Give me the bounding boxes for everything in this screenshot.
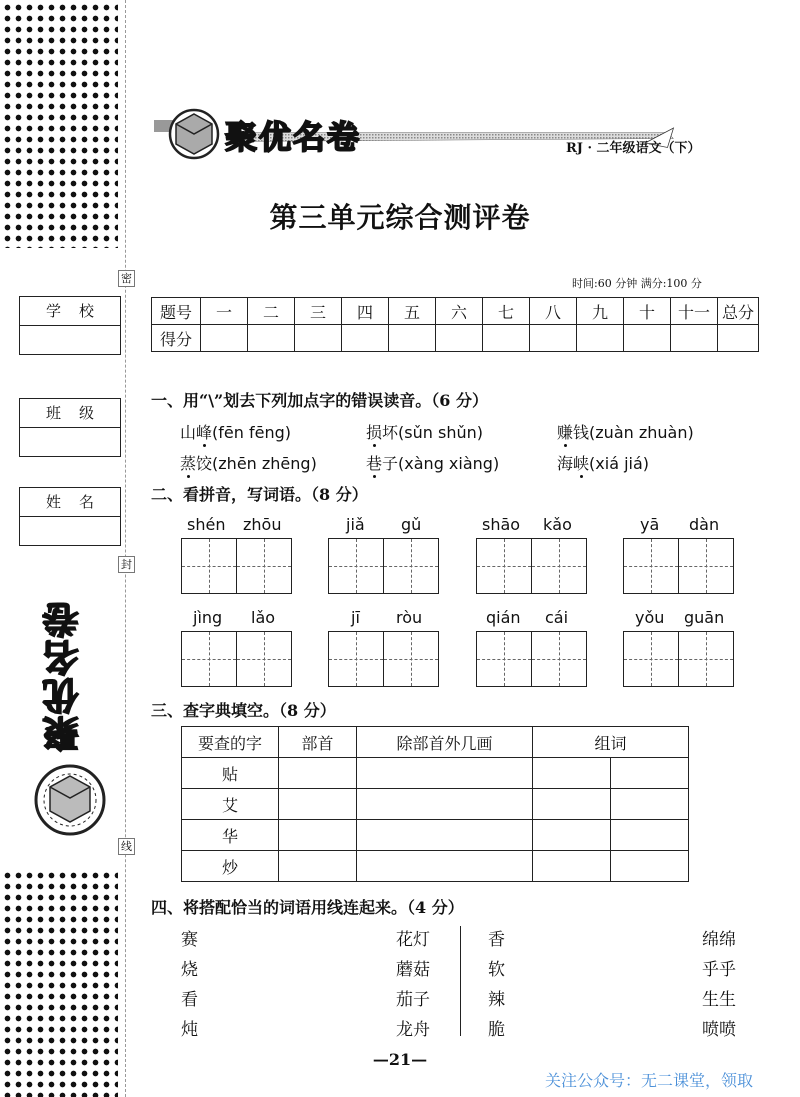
q4-heading: 四、将搭配恰当的词语用线连起来。（4 分） bbox=[151, 898, 464, 917]
tian-box[interactable] bbox=[532, 538, 587, 594]
score-col: 一 bbox=[201, 298, 248, 325]
score-cell[interactable] bbox=[577, 325, 624, 352]
pinyin: shén bbox=[187, 515, 226, 534]
table-row bbox=[182, 758, 689, 789]
q2-answer-grid[interactable] bbox=[476, 631, 587, 687]
pinyin: jiǎ bbox=[346, 515, 365, 534]
score-col: 八 bbox=[530, 298, 577, 325]
dict-cell[interactable] bbox=[279, 820, 357, 851]
table-row bbox=[182, 789, 689, 820]
q1-options: (xàng xiàng) bbox=[398, 454, 500, 473]
pinyin: jìng bbox=[193, 608, 223, 627]
dictionary-table bbox=[181, 726, 689, 882]
dict-cell[interactable] bbox=[357, 789, 533, 820]
pinyin: guān bbox=[684, 608, 725, 627]
school-input[interactable] bbox=[20, 326, 120, 354]
tian-box[interactable] bbox=[532, 631, 587, 687]
tian-box[interactable] bbox=[476, 631, 532, 687]
score-col: 二 bbox=[248, 298, 295, 325]
tian-box[interactable] bbox=[237, 538, 292, 594]
tian-box[interactable] bbox=[679, 631, 734, 687]
q1-options: (xiá jiá) bbox=[589, 454, 650, 473]
match-word[interactable]: 茄子 bbox=[396, 990, 430, 1010]
class-label: 班级 bbox=[20, 399, 120, 428]
q1-char-dotted: 峡 bbox=[573, 454, 590, 473]
score-col: 总分 bbox=[718, 298, 759, 325]
q3-heading: 三、查字典填空。（8 分） bbox=[151, 701, 336, 720]
q1-char: 钱 bbox=[573, 423, 590, 442]
cube-logo-icon bbox=[152, 98, 232, 168]
q1-item[interactable] bbox=[557, 451, 649, 474]
q2-answer-grid[interactable] bbox=[623, 538, 734, 594]
dict-cell[interactable] bbox=[279, 789, 357, 820]
seal-mark-xian: 线 bbox=[118, 838, 135, 855]
score-cell[interactable] bbox=[201, 325, 248, 352]
q1-item[interactable] bbox=[557, 420, 694, 443]
q1-item[interactable] bbox=[180, 451, 317, 474]
pinyin: gǔ bbox=[401, 515, 422, 534]
q1-char-dotted: 峰 bbox=[196, 423, 213, 442]
match-word[interactable]: 喷喷 bbox=[702, 1020, 736, 1040]
score-col: 三 bbox=[295, 298, 342, 325]
name-label: 姓名 bbox=[20, 488, 120, 517]
score-cell[interactable] bbox=[389, 325, 436, 352]
match-word[interactable]: 炖 bbox=[181, 1020, 198, 1040]
school-label: 学校 bbox=[20, 297, 120, 326]
dict-header: 要查的字 bbox=[182, 727, 279, 758]
page-number: —21— bbox=[372, 1050, 428, 1069]
dict-cell[interactable] bbox=[533, 789, 611, 820]
time-info: 时间:60 分钟 满分:100 分 bbox=[572, 277, 702, 290]
dict-header: 组词 bbox=[533, 727, 689, 758]
pinyin: yā bbox=[640, 515, 660, 534]
match-word[interactable]: 香 bbox=[488, 930, 505, 950]
q1-options: (zuàn zhuàn) bbox=[589, 423, 694, 442]
binding-line bbox=[125, 0, 127, 1097]
match-word[interactable]: 花灯 bbox=[396, 930, 430, 950]
score-cell[interactable] bbox=[248, 325, 295, 352]
tian-box[interactable] bbox=[237, 631, 292, 687]
score-cell[interactable] bbox=[530, 325, 577, 352]
q2-answer-grid[interactable] bbox=[181, 631, 292, 687]
q1-char-dotted: 赚 bbox=[557, 423, 574, 442]
pinyin: shāo bbox=[482, 515, 521, 534]
tian-box[interactable] bbox=[328, 631, 384, 687]
dict-cell[interactable] bbox=[279, 758, 357, 789]
pinyin: ròu bbox=[396, 608, 423, 627]
score-col: 五 bbox=[389, 298, 436, 325]
page-title: 第三单元综合测评卷 bbox=[269, 201, 531, 234]
cube-logo-icon-side bbox=[30, 760, 110, 840]
q1-options: (sǔn shǔn) bbox=[398, 423, 483, 442]
tian-box[interactable] bbox=[328, 538, 384, 594]
score-cell[interactable] bbox=[295, 325, 342, 352]
tian-box[interactable] bbox=[623, 631, 679, 687]
edition-label: RJ · 二年级语文（下） bbox=[566, 141, 701, 156]
side-logo bbox=[38, 600, 88, 760]
pinyin: dàn bbox=[689, 515, 720, 534]
q1-char-dotted: 损 bbox=[366, 423, 383, 442]
q1-char: 坏 bbox=[382, 423, 399, 442]
match-word[interactable]: 蘑菇 bbox=[396, 960, 430, 980]
q1-char-dotted: 巷 bbox=[366, 454, 383, 473]
score-cell[interactable] bbox=[624, 325, 671, 352]
score-table bbox=[151, 297, 759, 352]
score-col: 十 bbox=[624, 298, 671, 325]
q1-item[interactable] bbox=[366, 451, 499, 474]
score-row-label: 得分 bbox=[152, 325, 201, 352]
class-input[interactable] bbox=[20, 428, 120, 456]
dict-cell[interactable] bbox=[611, 789, 689, 820]
seal-mark-feng: 封 bbox=[118, 556, 135, 573]
q2-answer-grid[interactable] bbox=[476, 538, 587, 594]
score-col: 七 bbox=[483, 298, 530, 325]
class-field[interactable] bbox=[19, 398, 121, 457]
tian-box[interactable] bbox=[384, 538, 439, 594]
match-word[interactable]: 脆 bbox=[488, 1020, 505, 1040]
dict-cell[interactable] bbox=[533, 851, 611, 882]
score-table-score-row bbox=[152, 325, 759, 352]
pinyin: lǎo bbox=[251, 608, 276, 627]
q1-char-dotted: 蒸 bbox=[180, 454, 197, 473]
tian-box[interactable] bbox=[181, 538, 237, 594]
dict-cell[interactable] bbox=[357, 820, 533, 851]
score-cell[interactable] bbox=[342, 325, 389, 352]
pinyin: kǎo bbox=[543, 515, 572, 534]
match-word[interactable]: 乎乎 bbox=[702, 960, 736, 980]
score-col: 六 bbox=[436, 298, 483, 325]
pinyin: cái bbox=[545, 608, 569, 627]
dict-char: 炒 bbox=[182, 851, 279, 882]
name-input[interactable] bbox=[20, 517, 120, 545]
score-col: 九 bbox=[577, 298, 624, 325]
q1-char: 子 bbox=[382, 454, 399, 473]
dict-char: 华 bbox=[182, 820, 279, 851]
dict-cell[interactable] bbox=[533, 758, 611, 789]
pinyin: qián bbox=[486, 608, 521, 627]
q1-heading: 一、用“\”划去下列加点字的错误读音。（6 分） bbox=[151, 391, 488, 410]
score-col: 四 bbox=[342, 298, 389, 325]
seal-mark-mi: 密 bbox=[118, 270, 135, 287]
q2-answer-grid[interactable] bbox=[181, 538, 292, 594]
match-word[interactable]: 龙舟 bbox=[396, 1020, 430, 1040]
match-word[interactable]: 烧 bbox=[181, 960, 198, 980]
score-table-header-row bbox=[152, 298, 759, 325]
dict-header-row bbox=[182, 727, 689, 758]
pinyin: jī bbox=[351, 608, 360, 627]
q1-item[interactable] bbox=[180, 420, 291, 443]
q2-answer-grid[interactable] bbox=[623, 631, 734, 687]
tian-box[interactable] bbox=[623, 538, 679, 594]
side-logo-text: 聚优名卷 bbox=[43, 600, 84, 752]
table-row bbox=[182, 851, 689, 882]
q1-char: 山 bbox=[180, 423, 197, 442]
table-row bbox=[182, 820, 689, 851]
dict-cell[interactable] bbox=[533, 820, 611, 851]
q1-options: (fēn fēng) bbox=[212, 423, 291, 442]
dict-header: 除部首外几画 bbox=[357, 727, 533, 758]
column-divider bbox=[460, 926, 461, 1036]
q1-char: 海 bbox=[557, 454, 574, 473]
school-field[interactable] bbox=[19, 296, 121, 355]
score-cell[interactable] bbox=[483, 325, 530, 352]
dict-cell[interactable] bbox=[611, 758, 689, 789]
score-header-label: 题号 bbox=[152, 298, 201, 325]
score-col: 十一 bbox=[671, 298, 718, 325]
dict-header: 部首 bbox=[279, 727, 357, 758]
pinyin: zhōu bbox=[243, 515, 282, 534]
q1-item[interactable] bbox=[366, 420, 483, 443]
dict-cell[interactable] bbox=[611, 820, 689, 851]
match-word[interactable]: 看 bbox=[181, 990, 198, 1010]
dict-char: 艾 bbox=[182, 789, 279, 820]
q1-char: 饺 bbox=[196, 454, 213, 473]
q2-answer-grid[interactable] bbox=[328, 538, 439, 594]
dict-cell[interactable] bbox=[357, 758, 533, 789]
dict-cell[interactable] bbox=[279, 851, 357, 882]
promo-text: 关注公众号：无二课堂，领取 bbox=[545, 1071, 754, 1090]
score-cell[interactable] bbox=[671, 325, 718, 352]
dict-cell[interactable] bbox=[611, 851, 689, 882]
header-logo-text: 聚优名卷 bbox=[225, 118, 362, 156]
q1-options: (zhēn zhēng) bbox=[212, 454, 317, 473]
match-word[interactable]: 辣 bbox=[488, 990, 505, 1010]
tian-box[interactable] bbox=[384, 631, 439, 687]
tian-box[interactable] bbox=[476, 538, 532, 594]
match-word[interactable]: 赛 bbox=[181, 930, 198, 950]
q2-heading: 二、看拼音，写词语。（8 分） bbox=[151, 485, 368, 504]
tian-box[interactable] bbox=[181, 631, 237, 687]
q2-answer-grid[interactable] bbox=[328, 631, 439, 687]
score-cell[interactable] bbox=[718, 325, 759, 352]
dict-char: 贴 bbox=[182, 758, 279, 789]
dict-cell[interactable] bbox=[357, 851, 533, 882]
match-word[interactable]: 绵绵 bbox=[702, 930, 736, 950]
name-field[interactable] bbox=[19, 487, 121, 546]
match-word[interactable]: 软 bbox=[488, 960, 505, 980]
tian-box[interactable] bbox=[679, 538, 734, 594]
pinyin: yǒu bbox=[635, 608, 665, 627]
match-word[interactable]: 生生 bbox=[702, 990, 736, 1010]
score-cell[interactable] bbox=[436, 325, 483, 352]
